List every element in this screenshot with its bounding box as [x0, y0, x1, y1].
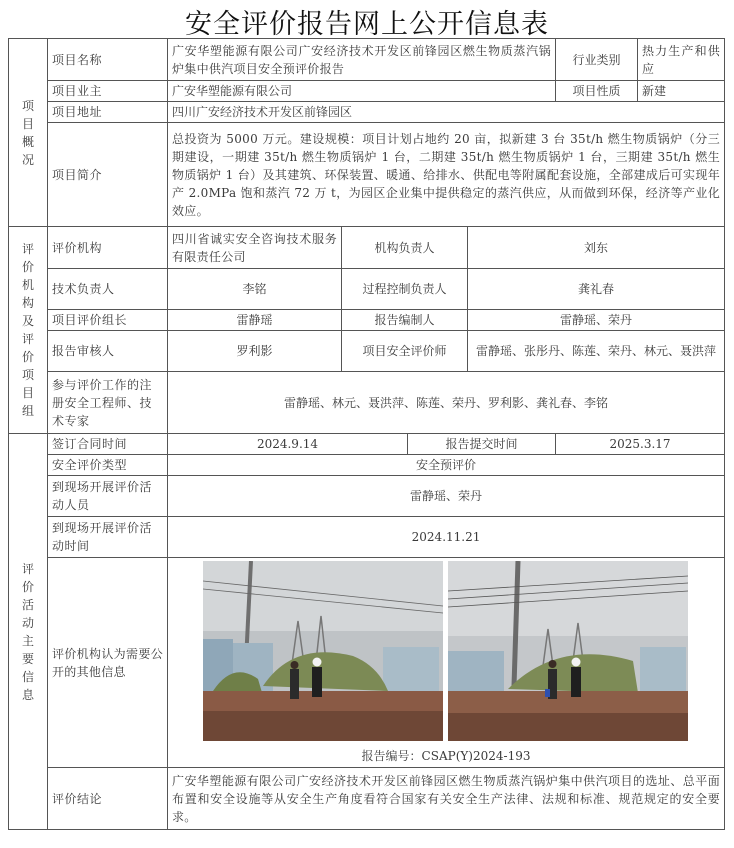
section-agency [9, 227, 48, 434]
evaluator-value: 雷静瑶、张彤丹、陈莲、荣丹、林元、聂洪萍 [468, 331, 725, 372]
submit-time-value: 2025.3.17 [556, 434, 725, 455]
owner-value: 广安华塑能源有限公司 [168, 81, 556, 102]
site-staff-value: 雷静瑶、荣丹 [168, 476, 725, 517]
eval-type-value: 安全预评价 [168, 455, 725, 476]
info-table [8, 38, 725, 830]
section-activity-label: 评价活动主要信息 [21, 561, 34, 702]
intro-label: 项目简介 [48, 123, 168, 227]
team-leader-label: 项目评价组长 [48, 310, 168, 331]
site-time-value: 2024.11.21 [168, 517, 725, 558]
org-head-label: 机构负责人 [342, 227, 468, 269]
industry-label: 行业类别 [556, 39, 638, 81]
org-label: 评价机构 [48, 227, 168, 269]
owner-label: 项目业主 [48, 81, 168, 102]
address-value: 四川广安经济技术开发区前锋园区 [168, 102, 725, 123]
other-info-label: 评价机构认为需要公开的其他信息 [48, 558, 168, 768]
tech-head-label: 技术负责人 [48, 269, 168, 310]
submit-time-label: 报告提交时间 [408, 434, 556, 455]
site-time-label: 到现场开展评价活动时间 [48, 517, 168, 558]
team-leader-value: 雷静瑶 [168, 310, 342, 331]
section-overview-label: 项目概况 [21, 98, 34, 167]
contract-time-value: 2024.9.14 [168, 434, 408, 455]
site-photo-2 [448, 561, 688, 741]
eval-type-label: 安全评价类型 [48, 455, 168, 476]
org-head-value: 刘东 [468, 227, 725, 269]
report-writer-label: 报告编制人 [342, 310, 468, 331]
site-staff-label: 到现场开展评价活动人员 [48, 476, 168, 517]
other-info-cell [168, 558, 725, 768]
report-writer-value: 雷静瑶、荣丹 [468, 310, 725, 331]
industry-value: 热力生产和供应 [638, 39, 725, 81]
reviewer-label: 报告审核人 [48, 331, 168, 372]
site-photo-1 [203, 561, 443, 741]
engineers-label: 参与评价工作的注册安全工程师、技术专家 [48, 372, 168, 434]
conclusion-value: 广安华塑能源有限公司广安经济技术开发区前锋园区燃生物质蒸汽锅炉集中供汽项目的选址、总平面布置和安全设施等从安全生产角度看符合国家有关安全生产法律、法规和标准、规范规定的安全要求。 [168, 768, 725, 830]
process-head-label: 过程控制负责人 [342, 269, 468, 310]
org-value: 四川省诚实安全咨询技术服务有限责任公司 [168, 227, 342, 269]
section-activity [9, 434, 48, 830]
engineers-value: 雷静瑶、林元、聂洪萍、陈莲、荣丹、罗利影、龚礼春、李铭 [168, 372, 725, 434]
nature-value: 新建 [638, 81, 725, 102]
tech-head-value: 李铭 [168, 269, 342, 310]
address-label: 项目地址 [48, 102, 168, 123]
project-name-label: 项目名称 [48, 39, 168, 81]
evaluator-label: 项目安全评价师 [342, 331, 468, 372]
report-number: 报告编号：CSAP(Y)2024-193 [361, 748, 531, 763]
conclusion-label: 评价结论 [48, 768, 168, 830]
section-overview [9, 39, 48, 227]
project-name-value: 广安华塑能源有限公司广安经济技术开发区前锋园区燃生物质蒸汽锅炉集中供汽项目安全预评价报告 [168, 39, 556, 81]
section-agency-label: 评价机构及评价项目组 [21, 242, 34, 418]
nature-label: 项目性质 [556, 81, 638, 102]
page-title: 安全评价报告网上公开信息表 [185, 9, 549, 40]
process-head-value: 龚礼春 [468, 269, 725, 310]
reviewer-value: 罗利影 [168, 331, 342, 372]
intro-value: 总投资为 5000 万元。建设规模：项目计划占地约 20 亩，拟新建 3 台 35t/h 燃生物质锅炉（分三期建设，一期建 35t/h 燃生物质锅炉 1 台，二期建 35t/h 燃生物质锅炉 1 台，三期建 35t/h 燃生物质锅炉 1 台）及其建筑、环保装置、暖通、给排水、供配电等附属配套设施，全部建成后可实现年产 2.0MPa 饱和蒸汽 72 万 t，为园区企业集中提供稳定的蒸汽供应，从而做到环保，经济等产业化效应。 [168, 123, 725, 227]
contract-time-label: 签订合同时间 [48, 434, 168, 455]
